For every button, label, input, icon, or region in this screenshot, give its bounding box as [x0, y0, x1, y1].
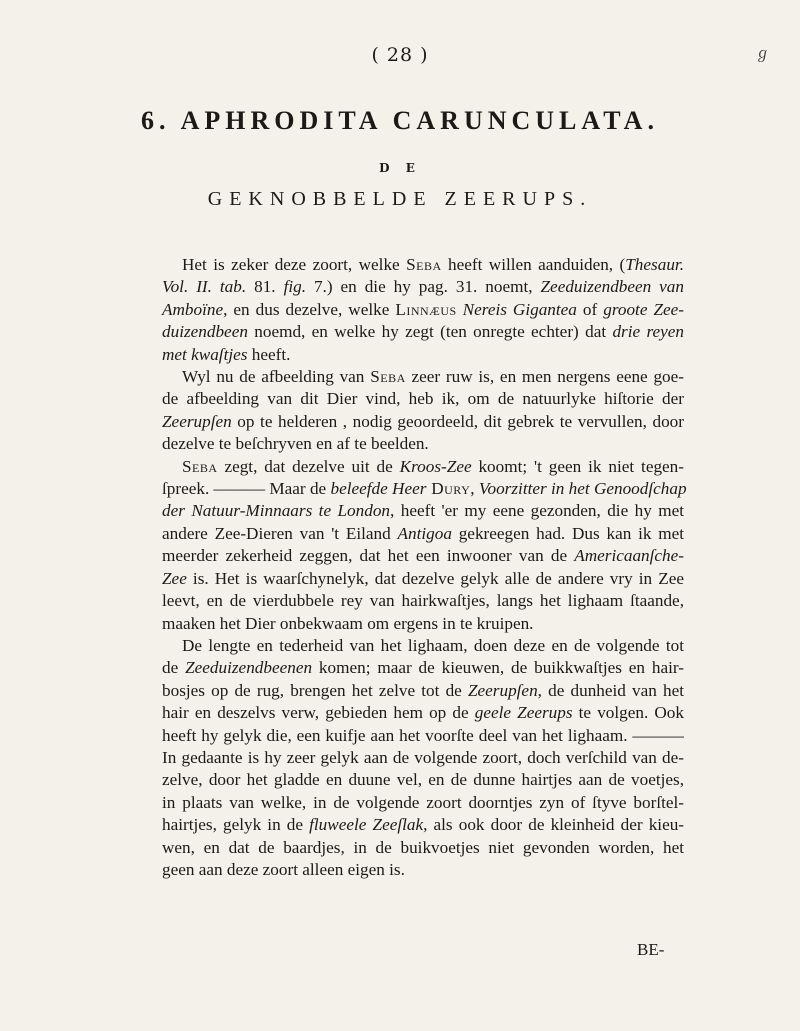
text-line: Het is zeker deze zoort, welke Seba heeft willen aanduiden, (Thesaur.	[182, 255, 684, 274]
text-line: dezelve te beſchryven en af te beelden.	[162, 434, 429, 454]
text-line: met kwaſtjes heeft.	[162, 344, 291, 364]
body-text	[162, 254, 687, 881]
title-connector: D E	[379, 161, 421, 175]
text-line: Seba zegt, dat dezelve uit de Kroos-Zee koomt; 't geen ik niet tegen-	[182, 456, 684, 476]
page-number: ( 28 )	[371, 44, 429, 66]
text-line: andere Zee-Dieren van 't Eiland Antigoa gekreegen had. Dus kan ik met	[162, 523, 684, 543]
catchword: BE-	[637, 940, 665, 959]
text-line: de afbeelding van dit Dier vind, heb ik, om de natuurlyke hiſtorie der	[162, 389, 684, 409]
text-line: de Zeeduizendbeenen komen; maar de kieuwen, de buikkwaſtjes en hair-	[162, 658, 684, 678]
text-line: ſpreek. ——— Maar de beleefde Heer Dury, Voorzitter in het Genoodſchap	[162, 479, 687, 499]
text-line: geen aan deze zoort alleen eigen is.	[162, 859, 405, 879]
text-line: der Natuur-Minnaars te London, heeft 'er my eene gezonden, die hy met	[162, 501, 684, 521]
text-line: De lengte en tederheid van het lighaam, doen deze en de volgende tot	[182, 635, 684, 655]
text-line: bosjes op de rug, brengen het zelve tot de Zeerupſen, de dunheid van het	[162, 680, 684, 700]
species-title: 6. APHRODITA CARUNCULATA.	[141, 106, 659, 135]
text-line: maaken het Dier onbekwaam om ergens in te kruipen.	[162, 613, 534, 633]
text-line: zelve, door het gladde en duune vel, en de dunne hairtjes aan de voetjes,	[162, 770, 684, 790]
text-line: Wyl nu de afbeelding van Seba zeer ruw is, en men nergens eene goe-	[182, 367, 684, 387]
corner-mark: ℊ	[755, 44, 771, 62]
species-subtitle: GEKNOBBELDE ZEERUPS.	[207, 188, 593, 210]
text-line: in plaats van welke, in de volgende zoort doorntjes zyn of ſtyve borſtel-	[162, 792, 684, 812]
text-line: wen, en dat de baardjes, in de buikvoetjes niet gevonden worden, het	[162, 837, 684, 857]
text-line: hairtjes, gelyk in de fluweele Zeeſlak, als ook door de kleinheid der kieu-	[162, 815, 685, 835]
text-line: duizendbeen noemd, en welke hy zegt (ten onregte echter) dat drie reyen	[162, 322, 685, 342]
text-line: In gedaante is hy zeer gelyk aan de volgende zoort, doch verſchild van de-	[162, 747, 684, 767]
text-line: heeft hy gelyk die, een kuifje aan het voorſte deel van het lighaam. ———	[162, 725, 684, 745]
text-line: leevt, en de vierdubbele rey van hairkwaſtjes, langs het lighaam ſtaande,	[162, 591, 684, 611]
text-line: Zeerupſen op te helderen , nodig geoordeeld, dit gebrek te vervullen, door	[162, 411, 684, 431]
text-line: Amboïne, en dus dezelve, welke Linnæus Nereis Gigantea of groote Zee-	[162, 299, 684, 319]
text-line: Vol. II. tab. 81. fig. 7.) en die hy pag. 31. noemt, Zeeduizendbeen van	[162, 277, 684, 297]
text-line: Zee is. Het is waarſchynelyk, dat dezelve gelyk alle de andere vry in Zee	[162, 568, 684, 588]
text-line: hair en deszelvs verw, gebieden hem op de geele Zeerups te volgen. Ook	[162, 703, 684, 723]
text-line: meerder zekerheid zeggen, dat het een inwooner van de Americaanſche-	[162, 546, 684, 566]
